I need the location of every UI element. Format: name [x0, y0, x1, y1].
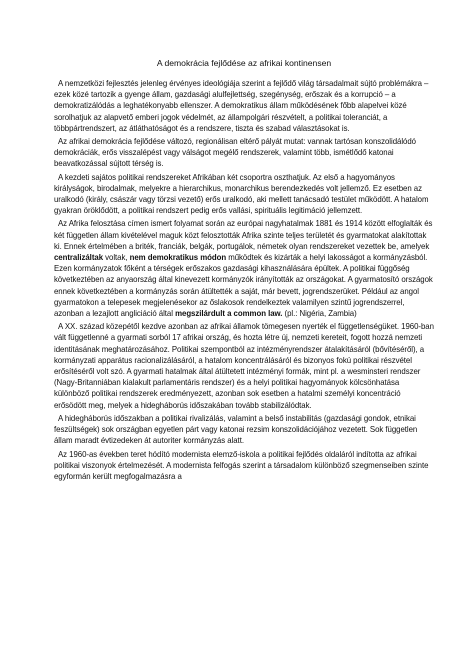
- document-title: A demokrácia fejlődése az afrikai kontinensen: [156, 58, 332, 68]
- paragraph-text: A nemzetközi fejlesztés jelenleg érvényes ideológiája szerint a fejlődő világ társadalmait sújtó problémákra – ezek közé tartozik a gyenge állam, gazdasági alulfejlettség, szegénység, erőszak és a korrupció – a demokratizálódás a leghatékonyabb ellenszer. A demokratikus állam működésének főbb alapelvei közé sorolhatjuk az alapvető emberi jogok védelmét, az állampolgári részvételt, a politikai toleranciát, a többpártrendszert, az átláthatóságot és a rendszere, tiszta és szabad választásokat is.: [54, 79, 429, 133]
- bold-text: nem demokratikus módon: [129, 253, 227, 263]
- paragraph: [54, 136, 434, 170]
- paragraph: [54, 449, 434, 483]
- paragraph-text: működtek és kizárták a helyi lakosságot a kormányzásból. Ezen kormányzatok főként a térségek erőszakos gazdasági kihasználására épültek. A politikai függőség következtében az anyaország által kinevezett kormányzók irányították az országokat. A gyarmatosító országok ennek következtében a kormányzás során átültették a saját, már bevett, jogrendszerüket. Például az angol gyarmatokon a telepesek megjelenésekor az őslakosok rendelkeztek valamilyen szintű jogrendszerrel, azonban a lezajlott angliciáció által: [54, 253, 433, 319]
- paragraph-text: (pl.: Nigéria, Zambia): [282, 309, 357, 319]
- paragraph-text: voltak,: [103, 253, 130, 263]
- bold-text: megszilárdult a common law.: [175, 309, 283, 319]
- paragraph-text: A hidegháborús időszakban a politikai rivalizálás, valamint a belső instabilitás (gazdasági gondok, etnikai feszültségek) sok országban egyetlen párt vagy katonai rezsim konszolidációjához vezetett. Sok független állam maradt évtizedeken át autoriter kormányzás alatt.: [54, 413, 418, 446]
- paragraph-text: Az 1960-as években teret hódító modernista elemző-iskola a politikai fejlődés oldaláról indította az afrikai politikai viszonyok értelmezését. A modernista felfogás szerint a társadalom különböző szegmenseiben szinte egyformán került megfogalmazásra a: [54, 449, 429, 481]
- paragraph: [54, 172, 434, 217]
- paragraph-text: Az afrikai demokrácia fejlődése változó, regionálisan eltérő pályát mutat: vannak tartósan konszolidálódó demokráciák, erős visszalépést vagy válságot megélő rendszerek, valamint több, ismétlődő katonai beavatkozással sújtott térség is.: [54, 137, 416, 169]
- paragraph-text: A kezdeti sajátos politikai rendszereket Afrikában két csoportra oszthatjuk. Az első a hagyományos királyságok, birodalmak, melyekre a hierarchikus, monarchikus berendezkedés volt jellemző. Ez esetben az uralkodó (király, császár vagy törzsi vezető) erős uralkodó, aki mellett tanácsadó testület működött. A hatalom gyakran öröklődött, a politikai rendszert pedig erős vallási, spirituális legitimáció jellemzett.: [54, 172, 429, 216]
- paragraph-text: Az Afrika felosztása címen ismert folyamat során az európai nagyhatalmak 1881 és 1914 között elfoglalták és két független állam kivételével maguk közt felosztották Afrika szinte teljes területét és gyarmatokat alakítottak ki. Ennek értelmében a briték, franciák, belgák, portugálok, németek olyan rendszereket vezettek be, amelyek: [54, 219, 433, 251]
- paragraph: [54, 321, 434, 411]
- paragraph: [54, 78, 434, 134]
- paragraph: [54, 218, 434, 319]
- bold-text: centralizáltak: [54, 253, 104, 263]
- paragraph: [54, 413, 434, 447]
- document-body: [54, 78, 434, 482]
- paragraph-text: A XX. század közepétől kezdve azonban az afrikai államok tömegesen nyerték el függetlenségüket. 1960-ban vált függetlenné a gyarmati sorból 17 afrikai ország, és hozta létre új, nemzeti kereteit, fogott hozzá nemzeti identitásának meghatározásához. Politikai szempontból az intézményrendszer átalakításáról (bővítéséről), a kormányzati apparátus racionalizálásáról, a hatalom koncentrálásáról és bizonyos fokú politikai részvétel erősítéséről volt szó. A gyarmati hatalmak által átültetett intézményi formák, mint pl. a wesminsteri rendszer (Nagy-Britanniában kialakult parlamentáris rendszer) és a helyi politikai hagyományok kölcsönhatása különböző politikai rendszerek eredményezett, azonban sok esetben a hatalmi személyi koncentráció erősödött meg, melyek a hidegháborús időszakában tovább stabilizálódtak.: [54, 322, 434, 410]
